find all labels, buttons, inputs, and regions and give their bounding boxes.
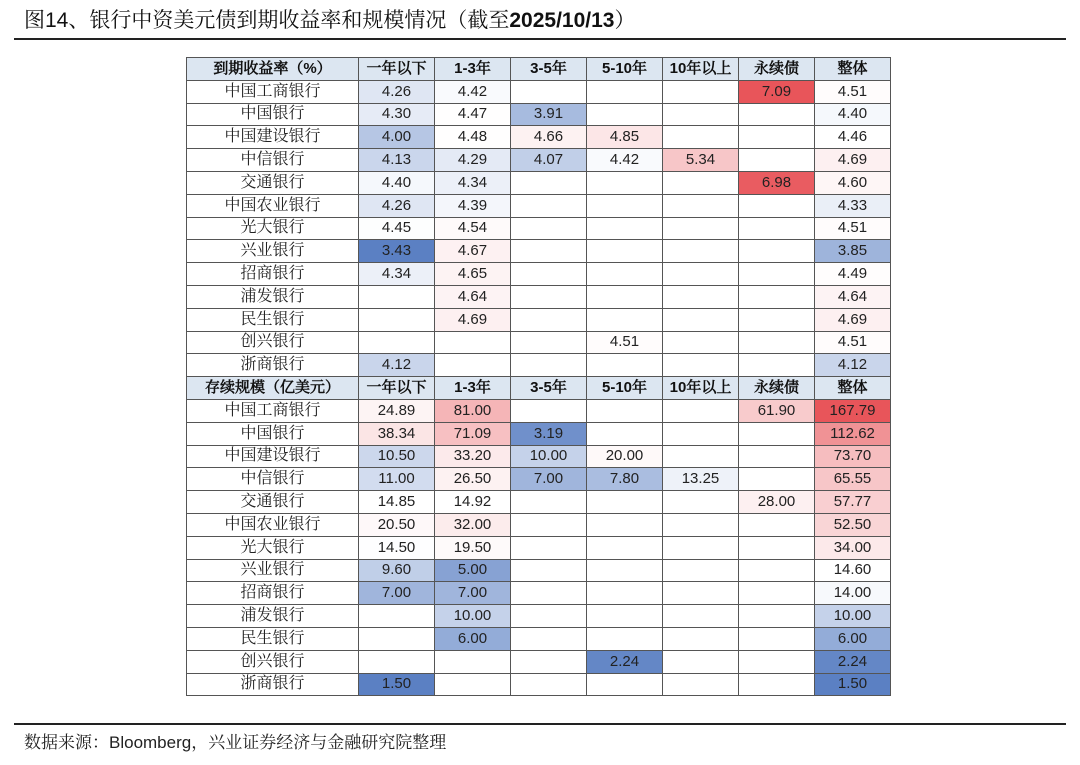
value-cell: [739, 422, 815, 445]
value-cell: 4.67: [435, 240, 511, 263]
bank-name: 中信银行: [187, 149, 359, 172]
value-cell: 5.00: [435, 559, 511, 582]
value-cell: 13.25: [663, 468, 739, 491]
value-cell: [663, 445, 739, 468]
value-cell: [663, 217, 739, 240]
table-row: [187, 445, 891, 468]
title-suffix: ）: [614, 9, 636, 32]
value-cell: 33.20: [435, 445, 511, 468]
value-cell: [511, 513, 587, 536]
bank-name: 中国工商银行: [187, 399, 359, 422]
value-cell: [663, 513, 739, 536]
bank-name: 中国银行: [187, 422, 359, 445]
value-cell: [587, 513, 663, 536]
value-cell: 14.85: [359, 491, 435, 514]
value-cell: 57.77: [815, 491, 891, 514]
value-cell: 14.60: [815, 559, 891, 582]
value-cell: 4.64: [815, 285, 891, 308]
table-row: [187, 240, 891, 263]
value-cell: 4.69: [815, 149, 891, 172]
column-header: 1-3年: [435, 58, 511, 81]
bank-name: 民生银行: [187, 308, 359, 331]
value-cell: [739, 194, 815, 217]
value-cell: 5.34: [663, 149, 739, 172]
value-cell: 4.42: [435, 80, 511, 103]
value-cell: 61.90: [739, 399, 815, 422]
table-row: [187, 80, 891, 103]
value-cell: [587, 582, 663, 605]
column-header: 5-10年: [587, 58, 663, 81]
value-cell: [663, 103, 739, 126]
value-cell: [511, 308, 587, 331]
value-cell: 14.50: [359, 536, 435, 559]
column-header: 5-10年: [587, 377, 663, 400]
bank-name: 招商银行: [187, 582, 359, 605]
value-cell: [511, 627, 587, 650]
value-cell: [359, 650, 435, 673]
bank-name: 交通银行: [187, 171, 359, 194]
column-header: 3-5年: [511, 58, 587, 81]
table-row: [187, 422, 891, 445]
value-cell: [663, 582, 739, 605]
value-cell: [511, 536, 587, 559]
value-cell: 7.00: [359, 582, 435, 605]
value-cell: [663, 627, 739, 650]
value-cell: 73.70: [815, 445, 891, 468]
value-cell: 4.49: [815, 263, 891, 286]
value-cell: [739, 650, 815, 673]
bank-name: 光大银行: [187, 536, 359, 559]
table-row: [187, 536, 891, 559]
value-cell: [587, 627, 663, 650]
value-cell: 4.65: [435, 263, 511, 286]
value-cell: [739, 285, 815, 308]
value-cell: [511, 399, 587, 422]
value-cell: 20.50: [359, 513, 435, 536]
bank-name: 民生银行: [187, 627, 359, 650]
value-cell: [739, 126, 815, 149]
table-row: [187, 468, 891, 491]
value-cell: 6.98: [739, 171, 815, 194]
value-cell: 7.09: [739, 80, 815, 103]
value-cell: 3.19: [511, 422, 587, 445]
value-cell: 4.51: [815, 217, 891, 240]
value-cell: 81.00: [435, 399, 511, 422]
value-cell: 112.62: [815, 422, 891, 445]
value-cell: [587, 605, 663, 628]
bank-name: 中国农业银行: [187, 513, 359, 536]
value-cell: [739, 103, 815, 126]
value-cell: [511, 240, 587, 263]
value-cell: [663, 308, 739, 331]
bank-name: 浙商银行: [187, 354, 359, 377]
value-cell: 10.00: [511, 445, 587, 468]
value-cell: 4.47: [435, 103, 511, 126]
table-row: [187, 149, 891, 172]
value-cell: [739, 559, 815, 582]
value-cell: [739, 331, 815, 354]
value-cell: [587, 536, 663, 559]
title-date: 2025/10/13: [509, 9, 615, 32]
table-row: [187, 559, 891, 582]
value-cell: 11.00: [359, 468, 435, 491]
value-cell: [511, 673, 587, 696]
value-cell: 4.34: [435, 171, 511, 194]
value-cell: 10.00: [815, 605, 891, 628]
header-row: [187, 58, 891, 81]
value-cell: 7.80: [587, 468, 663, 491]
table-row: [187, 308, 891, 331]
value-cell: 4.12: [815, 354, 891, 377]
value-cell: [511, 354, 587, 377]
value-cell: [663, 536, 739, 559]
value-cell: [739, 627, 815, 650]
value-cell: [587, 354, 663, 377]
value-cell: [511, 582, 587, 605]
table-row: [187, 194, 891, 217]
bank-name: 交通银行: [187, 491, 359, 514]
bank-name: 中国银行: [187, 103, 359, 126]
value-cell: [511, 605, 587, 628]
value-cell: 20.00: [587, 445, 663, 468]
value-cell: [359, 605, 435, 628]
value-cell: [359, 627, 435, 650]
value-cell: 4.69: [815, 308, 891, 331]
value-cell: [359, 331, 435, 354]
column-header: 整体: [815, 58, 891, 81]
value-cell: 4.26: [359, 194, 435, 217]
value-cell: [739, 263, 815, 286]
value-cell: 4.39: [435, 194, 511, 217]
value-cell: [587, 285, 663, 308]
value-cell: [511, 285, 587, 308]
value-cell: 4.54: [435, 217, 511, 240]
column-header: 3-5年: [511, 377, 587, 400]
value-cell: [435, 354, 511, 377]
value-cell: [663, 422, 739, 445]
value-cell: [435, 331, 511, 354]
value-cell: [663, 126, 739, 149]
value-cell: 26.50: [435, 468, 511, 491]
value-cell: [739, 468, 815, 491]
value-cell: [587, 399, 663, 422]
value-cell: [587, 80, 663, 103]
value-cell: 3.43: [359, 240, 435, 263]
value-cell: [587, 673, 663, 696]
value-cell: 34.00: [815, 536, 891, 559]
column-header: 10年以上: [663, 377, 739, 400]
value-cell: 4.45: [359, 217, 435, 240]
value-cell: 32.00: [435, 513, 511, 536]
value-cell: [663, 605, 739, 628]
table-row: [187, 126, 891, 149]
bank-name: 光大银行: [187, 217, 359, 240]
bottom-divider: [14, 723, 1066, 725]
value-cell: [511, 263, 587, 286]
value-cell: [587, 308, 663, 331]
bank-name: 招商银行: [187, 263, 359, 286]
column-header: 1-3年: [435, 377, 511, 400]
value-cell: 3.91: [511, 103, 587, 126]
value-cell: [739, 513, 815, 536]
table-row: [187, 354, 891, 377]
table-row: [187, 491, 891, 514]
value-cell: 52.50: [815, 513, 891, 536]
table-row: [187, 171, 891, 194]
value-cell: [587, 491, 663, 514]
table-row: [187, 263, 891, 286]
value-cell: 4.51: [587, 331, 663, 354]
value-cell: [739, 673, 815, 696]
value-cell: 4.34: [359, 263, 435, 286]
value-cell: 7.00: [435, 582, 511, 605]
value-cell: [663, 285, 739, 308]
value-cell: [663, 650, 739, 673]
value-cell: 7.00: [511, 468, 587, 491]
value-cell: 4.85: [587, 126, 663, 149]
value-cell: [587, 422, 663, 445]
table-row: [187, 650, 891, 673]
bank-name: 中国农业银行: [187, 194, 359, 217]
value-cell: [435, 673, 511, 696]
value-cell: 4.40: [815, 103, 891, 126]
column-header: 10年以上: [663, 58, 739, 81]
value-cell: 4.30: [359, 103, 435, 126]
value-cell: 1.50: [359, 673, 435, 696]
value-cell: [663, 559, 739, 582]
value-cell: [663, 171, 739, 194]
section-header: 到期收益率（%）: [187, 58, 359, 81]
column-header: 永续债: [739, 58, 815, 81]
value-cell: [435, 650, 511, 673]
value-cell: [359, 308, 435, 331]
column-header: 永续债: [739, 377, 815, 400]
value-cell: 4.64: [435, 285, 511, 308]
value-cell: [663, 673, 739, 696]
value-cell: [511, 194, 587, 217]
value-cell: [511, 650, 587, 673]
value-cell: 6.00: [435, 627, 511, 650]
value-cell: 167.79: [815, 399, 891, 422]
value-cell: 4.12: [359, 354, 435, 377]
value-cell: 4.51: [815, 331, 891, 354]
value-cell: [663, 263, 739, 286]
column-header: 一年以下: [359, 377, 435, 400]
bank-name: 浦发银行: [187, 285, 359, 308]
value-cell: [511, 80, 587, 103]
value-cell: 24.89: [359, 399, 435, 422]
value-cell: [739, 240, 815, 263]
table-row: [187, 582, 891, 605]
value-cell: 4.13: [359, 149, 435, 172]
value-cell: [663, 491, 739, 514]
header-row: [187, 377, 891, 400]
value-cell: 3.85: [815, 240, 891, 263]
table-row: [187, 605, 891, 628]
figure-title: [24, 8, 635, 34]
column-header: 一年以下: [359, 58, 435, 81]
value-cell: [511, 491, 587, 514]
bank-name: 中信银行: [187, 468, 359, 491]
value-cell: [663, 240, 739, 263]
table-row: [187, 217, 891, 240]
value-cell: 19.50: [435, 536, 511, 559]
value-cell: 4.46: [815, 126, 891, 149]
value-cell: [663, 194, 739, 217]
value-cell: 4.66: [511, 126, 587, 149]
value-cell: 4.40: [359, 171, 435, 194]
value-cell: 65.55: [815, 468, 891, 491]
value-cell: [663, 80, 739, 103]
value-cell: [739, 149, 815, 172]
value-cell: 4.00: [359, 126, 435, 149]
table-row: [187, 331, 891, 354]
value-cell: 2.24: [815, 650, 891, 673]
value-cell: 14.92: [435, 491, 511, 514]
value-cell: 38.34: [359, 422, 435, 445]
value-cell: [511, 171, 587, 194]
value-cell: 4.51: [815, 80, 891, 103]
bank-name: 浙商银行: [187, 673, 359, 696]
value-cell: [511, 217, 587, 240]
value-cell: [587, 171, 663, 194]
bond-heatmap-table: [186, 57, 891, 696]
value-cell: 4.60: [815, 171, 891, 194]
value-cell: [739, 582, 815, 605]
table-row: [187, 513, 891, 536]
value-cell: 4.69: [435, 308, 511, 331]
value-cell: [739, 354, 815, 377]
column-header: 整体: [815, 377, 891, 400]
value-cell: 4.07: [511, 149, 587, 172]
bank-name: 兴业银行: [187, 240, 359, 263]
value-cell: [739, 217, 815, 240]
table-row: [187, 399, 891, 422]
value-cell: 28.00: [739, 491, 815, 514]
bank-name: 中国建设银行: [187, 445, 359, 468]
value-cell: 4.48: [435, 126, 511, 149]
value-cell: 10.00: [435, 605, 511, 628]
value-cell: [739, 445, 815, 468]
value-cell: [663, 354, 739, 377]
value-cell: [587, 103, 663, 126]
bank-name: 创兴银行: [187, 331, 359, 354]
value-cell: [663, 399, 739, 422]
value-cell: [359, 285, 435, 308]
value-cell: [511, 331, 587, 354]
value-cell: 4.33: [815, 194, 891, 217]
bank-name: 浦发银行: [187, 605, 359, 628]
value-cell: 14.00: [815, 582, 891, 605]
bank-name: 创兴银行: [187, 650, 359, 673]
table-row: [187, 103, 891, 126]
value-cell: 4.29: [435, 149, 511, 172]
value-cell: 10.50: [359, 445, 435, 468]
value-cell: 1.50: [815, 673, 891, 696]
bank-name: 中国工商银行: [187, 80, 359, 103]
value-cell: 71.09: [435, 422, 511, 445]
bank-name: 兴业银行: [187, 559, 359, 582]
section-header: 存续规模（亿美元）: [187, 377, 359, 400]
top-divider: [14, 38, 1066, 40]
value-cell: 2.24: [587, 650, 663, 673]
source-note: 数据来源：Bloomberg，兴业证券经济与金融研究院整理: [24, 733, 447, 752]
table-row: [187, 673, 891, 696]
value-cell: [739, 536, 815, 559]
value-cell: 9.60: [359, 559, 435, 582]
title-text: 图14、银行中资美元债到期收益率和规模情况（截至: [24, 9, 510, 32]
value-cell: [587, 240, 663, 263]
value-cell: 6.00: [815, 627, 891, 650]
value-cell: [511, 559, 587, 582]
value-cell: 4.26: [359, 80, 435, 103]
table-row: [187, 285, 891, 308]
value-cell: [739, 605, 815, 628]
value-cell: [587, 194, 663, 217]
bank-name: 中国建设银行: [187, 126, 359, 149]
table-row: [187, 627, 891, 650]
value-cell: [587, 263, 663, 286]
value-cell: [739, 308, 815, 331]
value-cell: [587, 217, 663, 240]
value-cell: [663, 331, 739, 354]
value-cell: [587, 559, 663, 582]
value-cell: 4.42: [587, 149, 663, 172]
